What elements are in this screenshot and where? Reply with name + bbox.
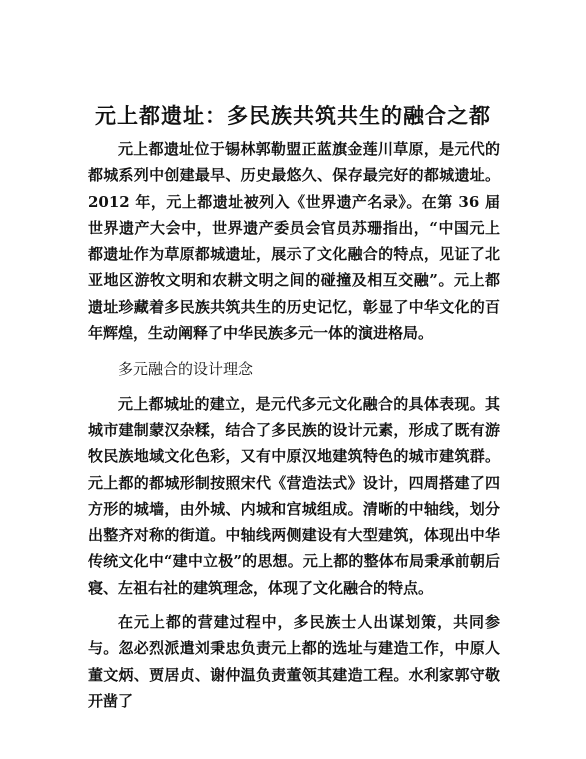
section-paragraph-1: 元上都城址的建立，是元代多元文化融合的具体表现。其城市建制蒙汉杂糅，结合了多民族的设计元素，形成了既有游牧民族地域文化色彩，又有中原汉地建筑特色的城市建筑群。元上都的都城形制按照宋代《营造法式》设计，四周搭建了四方形的城墙，由外城、内城和宫城组成。清晰的中轴线，划分出整齐对称的街道。中轴线两侧建设有大型建筑，体现出中华传统文化中“建中立极”的思想。元上都的整体布局秉承前朝后寝、左祖右社的建筑理念，体现了文化融合的特点。 bbox=[88, 394, 500, 597]
section-heading: 多元融合的设计理念 bbox=[118, 360, 254, 379]
document-title: 元上都遗址：多民族共筑共生的融合之都 bbox=[95, 103, 491, 128]
paragraph-gap bbox=[88, 601, 500, 609]
document-body bbox=[88, 136, 500, 714]
intro-paragraph: 元上都遗址位于锡林郭勒盟正蓝旗金莲川草原，是元代的都城系列中创建最早、历史最悠久、保存最完好的都城遗址。2012 年，元上都遗址被列入《世界遗产名录》。在第 36 届世界遗产大会中，世界遗产委员会官员苏珊指出，“中国元上都遗址作为草原都城遗址，展示了文化融合的特点，见证了北亚地区游牧文明和农耕文明之间的碰撞及相互交融”。元上都遗址珍藏着多民族共筑共生的历史记忆，彰显了中华文化的百年辉煌，生动阐释了中华民族多元一体的演进格局。 bbox=[88, 140, 500, 343]
section-paragraph-2: 在元上都的营建过程中，多民族士人出谋划策，共同参与。忽必烈派遣刘秉忠负责元上都的选址与建造工作，中原人董文炳、贾居贞、谢仲温负责董领其建造工程。水利家郭守敬开凿了 bbox=[88, 613, 500, 710]
